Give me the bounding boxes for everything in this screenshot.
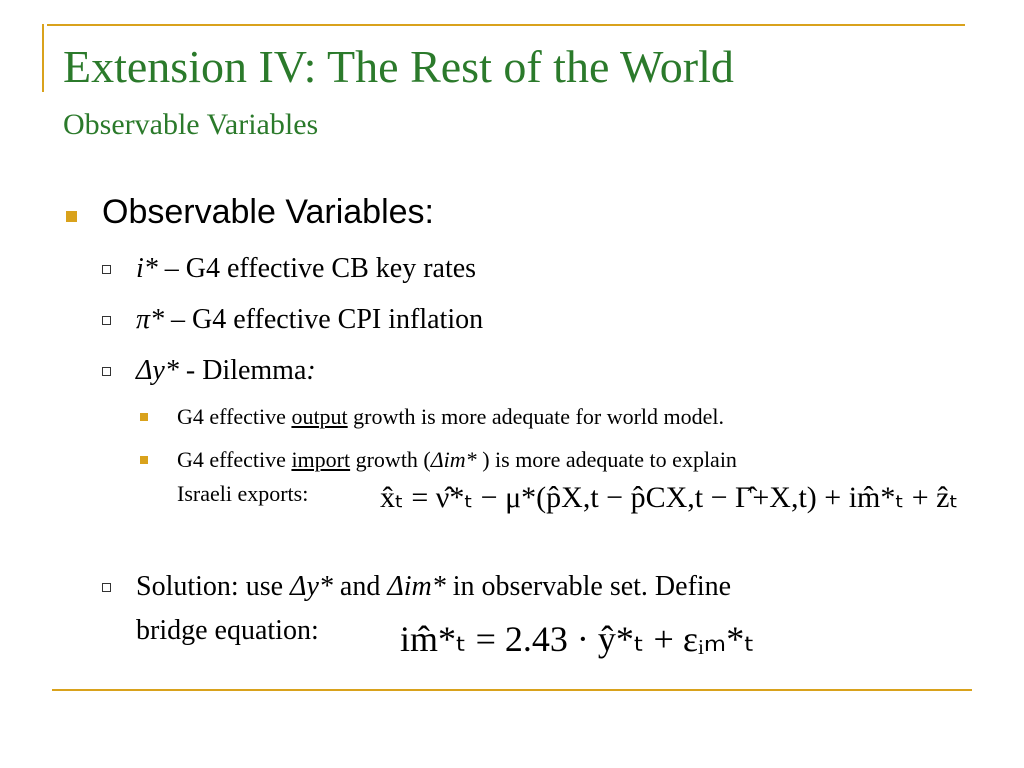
top-rule xyxy=(47,24,965,26)
square-bullet-icon xyxy=(140,456,148,464)
bullet-label: Observable Variables: xyxy=(102,193,434,231)
i-star-symbol: i* xyxy=(136,253,158,284)
checkbox-bullet-icon xyxy=(102,316,111,325)
solution-line2-text: bridge equation: xyxy=(136,615,319,646)
solution-symbol-dy: Δy* xyxy=(290,571,333,602)
checkbox-bullet-icon xyxy=(102,265,111,274)
output-pre-text: G4 effective xyxy=(177,404,292,429)
export-equation: x̂ₜ = ν̂*ₜ − μ*(p̂X,t − p̂CX,t − Γ̂+X,t) + im̂*ₜ + ẑₜ xyxy=(380,481,959,514)
import-symbol: Δim* xyxy=(430,447,477,472)
import-line2-text: Israeli exports: xyxy=(177,481,309,506)
pi-star-text: – G4 effective CPI inflation xyxy=(164,304,484,335)
delta-y-symbol: Δy* xyxy=(136,355,179,386)
import-post-text: ) is more adequate to explain xyxy=(476,447,737,472)
bottom-rule xyxy=(52,689,972,691)
bridge-equation: im̂*ₜ = 2.43 · ŷ*ₜ + εᵢₘ*ₜ xyxy=(400,619,755,659)
solution-post-text: in observable set. Define xyxy=(445,571,732,602)
square-bullet-icon xyxy=(66,211,77,222)
output-underlined: output xyxy=(291,404,348,429)
slide-subtitle: Observable Variables xyxy=(63,108,319,141)
delta-y-colon: : xyxy=(306,355,316,386)
i-star-text: – G4 effective CB key rates xyxy=(157,253,477,284)
slide-title: Extension IV: The Rest of the World xyxy=(63,41,734,92)
solution-symbol-dim: Δim* xyxy=(387,571,446,602)
import-pre-text: G4 effective xyxy=(177,447,292,472)
solution-mid-text: and xyxy=(332,571,388,602)
import-underlined: import xyxy=(291,447,351,472)
square-bullet-icon xyxy=(140,413,148,421)
solution-pre-text: Solution: use xyxy=(136,571,291,602)
left-rule xyxy=(42,24,44,92)
delta-y-text: - Dilemma xyxy=(178,355,307,386)
import-mid-text: growth ( xyxy=(350,447,431,472)
pi-star-symbol: π* xyxy=(136,304,165,335)
checkbox-bullet-icon xyxy=(102,367,111,376)
output-post-text: growth is more adequate for world model. xyxy=(347,404,725,429)
checkbox-bullet-icon xyxy=(102,583,111,592)
